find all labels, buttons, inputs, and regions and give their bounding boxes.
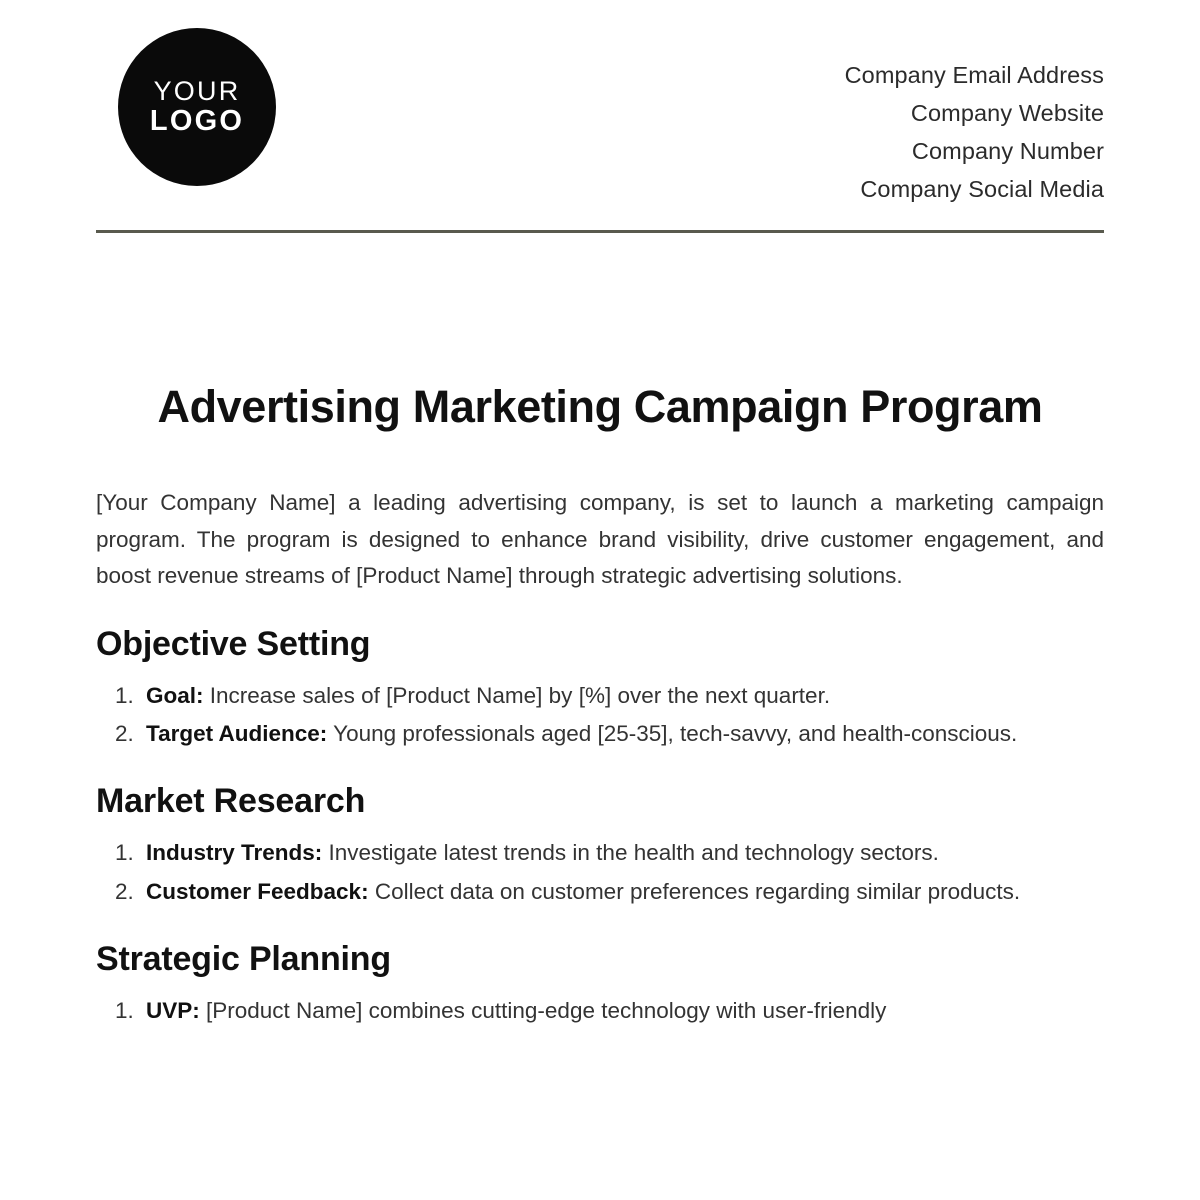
- contact-social-media: Company Social Media: [860, 176, 1104, 203]
- list-item-text: Collect data on customer preferences regarding similar products.: [368, 878, 1021, 904]
- logo-text-line-2: LOGO: [149, 104, 245, 137]
- list-item-label: Industry Trends:: [146, 840, 323, 866]
- document-header: [96, 0, 1104, 208]
- page-title: Advertising Marketing Campaign Program: [157, 381, 1043, 433]
- list-item-text: Young professionals aged [25-35], tech-savvy, and health-conscious.: [327, 721, 1018, 746]
- list-item: [140, 678, 1104, 714]
- logo-text-line-1: YOUR: [153, 75, 241, 106]
- contact-website: Company Website: [910, 100, 1104, 127]
- list-item: [140, 716, 1104, 752]
- intro-paragraph: [Your Company Name] a leading advertising company, is set to launch a marketing campaign program. The program is designed to enhance brand visibility, drive customer engagement, and boost revenue streams of [Product Name] through strategic advertising solutions.: [96, 490, 1104, 589]
- section-list-strategic-planning: [96, 993, 1104, 1029]
- section-heading-market-research: Market Research: [96, 782, 366, 821]
- list-item: [140, 993, 1104, 1029]
- section-heading-strategic-planning: Strategic Planning: [96, 940, 391, 979]
- company-contact-block: [845, 28, 1104, 208]
- section-heading-objective-setting: Objective Setting: [96, 624, 371, 663]
- section-list-objective-setting: [96, 678, 1104, 753]
- list-item: [140, 874, 1104, 910]
- contact-email: Company Email Address: [844, 62, 1104, 88]
- list-item-label: Customer Feedback:: [146, 878, 369, 904]
- list-item-text: Increase sales of [Product Name] by [%] over the next quarter.: [203, 682, 831, 708]
- company-logo: [118, 28, 276, 186]
- list-item-label: Target Audience:: [146, 721, 328, 746]
- list-item-text: Investigate latest trends in the health and technology sectors.: [322, 840, 939, 866]
- list-item-label: UVP:: [146, 998, 200, 1024]
- list-item-text: [Product Name] combines cutting-edge technology with user-friendly: [199, 998, 887, 1024]
- list-item-label: Goal:: [146, 682, 204, 708]
- contact-number: Company Number: [911, 138, 1104, 165]
- section-list-market-research: [96, 835, 1104, 910]
- list-item: [140, 835, 1104, 871]
